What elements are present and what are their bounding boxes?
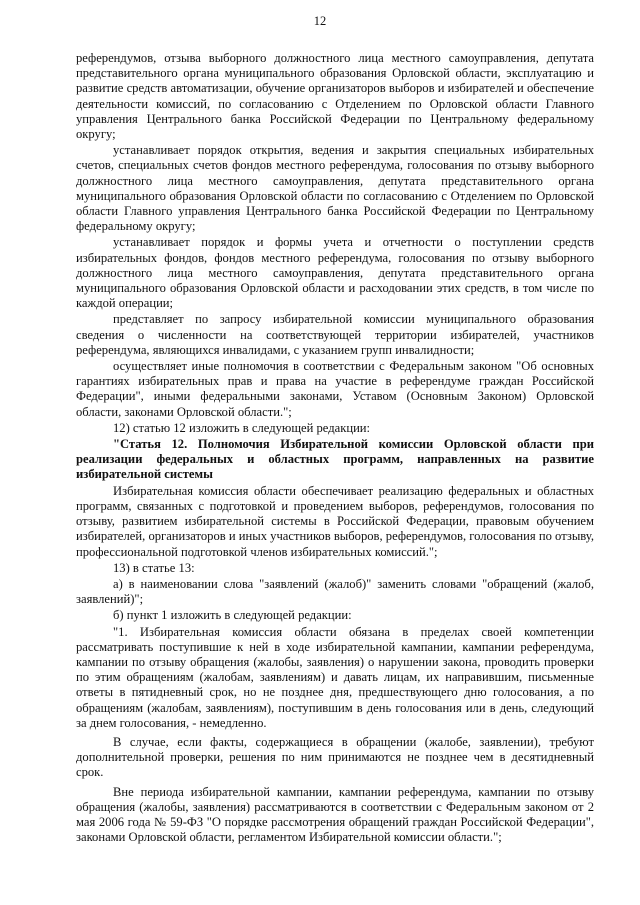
paragraph-accounting-forms: устанавливает порядок и формы учета и отчетности о поступлении средств избирательных фондов, фондов местного референдума, голосования по отзыву выборного должностного лица местного самоуправления, депутата представительного органа муниципального образования Орловской области и расходовании этих средств, в том числе по каждой операции; <box>76 235 594 311</box>
paragraph-item-12: 12) статью 12 изложить в следующей редакции: <box>113 420 371 435</box>
paragraph-clause-1: "1. Избирательная комиссия области обязана в пределах своей компетенции рассматривать поступившие к ней в ходе избирательной кампании, кампании референдума, кампании по отзыву обращения (жалобы, заявления) о нарушении закона, проводить проверки по этим обращениям (жалобам, заявлениям) и давать лицам, их направившим, письменные ответы в пятидневный срок, но не позднее дня, предшествующего дню голосования, а по обращениям (жалобам, заявлениям), поступившим в день голосования или в день, следующий за днем голосования, - немедленно. <box>76 624 594 730</box>
paragraph-additional-check: В случае, если факты, содержащиеся в обращении (жалобе, заявлении), требуют дополнительной проверки, решения по ним принимаются не позднее чем в десятидневный срок. <box>76 734 594 780</box>
paragraph-item-13: 13) в статье 13: <box>113 560 195 575</box>
article-12-heading: "Статья 12. Полномочия Избирательной комиссии Орловской области при реализации федеральных и областных программ, направленных на развитие избирательной системы <box>76 437 594 482</box>
document-body <box>76 51 594 846</box>
paragraph-item-13b: б) пункт 1 изложить в следующей редакции: <box>113 608 352 623</box>
page-number: 12 <box>313 14 327 28</box>
paragraph-item-13a: а) в наименовании слова "заявлений (жалоб)" заменить словами "обращений (жалоб, заявлений)"; <box>76 576 594 607</box>
paragraph-special-accounts: устанавливает порядок открытия, ведения и закрытия специальных избирательных счетов, специальных счетов фондов местного референдума, голосования по отзыву выборного должностного лица местного самоуправления, депутата представительного органа муниципального образования Орловской области по согласованию с Отделением по Орловской области Главного управления Центрального банка Российской Федерации по Центральному федеральному округу; <box>76 143 594 234</box>
paragraph-article-12-body: Избирательная комиссия области обеспечивает реализацию федеральных и областных программ, связанных с подготовкой и проведением выборов, референдумов, голосования по отзыву, развитием избирательной системы в Российской Федерации, правовым обучением избирателей, организаторов и иных участников выборов, референдумов, голосования по отзыву, профессиональной подготовкой членов избирательных комиссий."; <box>76 483 594 559</box>
paragraph-continuation: референдумов, отзыва выборного должностного лица местного самоуправления, депутата представительного органа муниципального образования Орловской области, эксплуатацию и развитие средств автоматизации, обучение организаторов выборов и избирателей и обеспечение деятельности комиссий, по согласованию с Отделением по Орловской области Главного управления Центрального банка Российской Федерации по Центральному федеральному округу; <box>76 51 594 142</box>
paragraph-outside-campaign: Вне периода избирательной кампании, кампании референдума, кампании по отзыву обращения (жалобы, заявления) рассматриваются в соответствии с Федеральным законом от 2 мая 2006 года № 59-ФЗ "О порядке рассмотрения обращений граждан Российской Федерации", законами Орловской области, регламентом Избирательной комиссии области."; <box>76 784 594 845</box>
paragraph-disabled-voters: представляет по запросу избирательной комиссии муниципального образования сведения о численности на соответствующей территории избирателей, участников референдума, являющихся инвалидами, с указанием групп инвалидности; <box>76 312 594 357</box>
paragraph-other-powers: осуществляет иные полномочия в соответствии с Федеральным законом "Об основных гарантиях избирательных прав и права на участие в референдуме граждан Российской Федерации", иными федеральными законами, Уставом (Основным Законом) Орловской области, законами Орловской области."; <box>76 359 594 419</box>
